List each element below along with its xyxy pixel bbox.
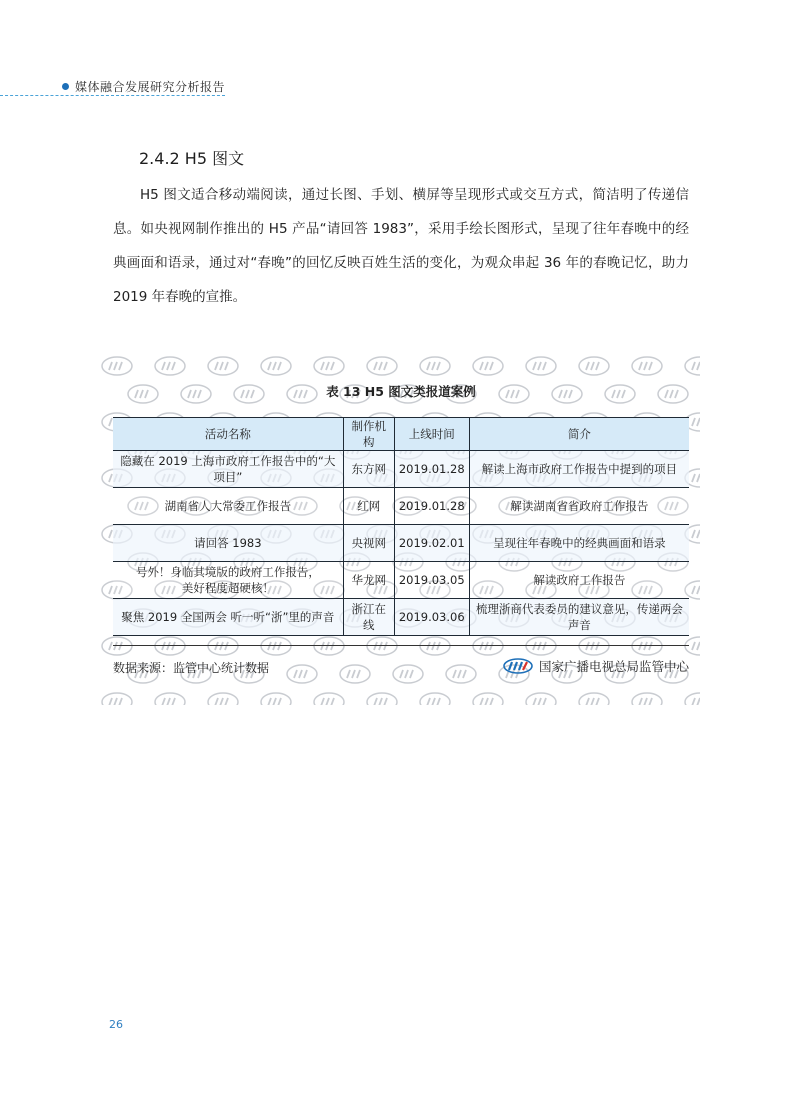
cell-date: 2019.01.28 <box>394 488 469 525</box>
table-row <box>113 488 689 525</box>
watermark-logo-icon <box>312 635 346 657</box>
organization-logo-icon <box>503 658 533 674</box>
cell-date: 2019.03.06 <box>394 599 469 636</box>
cell-activity: 聚焦 2019 全国两会 听一听“浙”里的声音 <box>113 599 343 636</box>
watermark-logo-icon <box>153 355 187 377</box>
cell-producer: 浙江在线 <box>343 599 394 636</box>
table-row <box>113 451 689 488</box>
watermark-logo-icon <box>630 355 664 377</box>
header-divider <box>0 95 225 96</box>
watermark-logo-icon <box>206 355 240 377</box>
col-header-activity: 活动名称 <box>113 418 343 451</box>
watermark-logo-icon <box>683 355 700 377</box>
watermark-logo-icon <box>524 635 558 657</box>
watermark-logo-icon <box>577 355 611 377</box>
watermark-logo-icon <box>100 355 134 377</box>
watermark-logo-icon <box>259 355 293 377</box>
organization-credit <box>503 657 689 675</box>
watermark-logo-icon <box>206 691 240 705</box>
cell-producer: 东方网 <box>343 451 394 488</box>
bullet-dot-icon <box>62 83 69 90</box>
organization-name: 国家广播电视总局监管中心 <box>538 659 689 674</box>
cell-activity: 隐藏在 2019 上海市政府工作报告中的“大项目” <box>113 451 343 488</box>
watermark-logo-icon <box>524 355 558 377</box>
watermark-logo-icon <box>338 663 372 685</box>
watermark-logo-icon <box>683 691 700 705</box>
header-title: 媒体融合发展研究分析报告 <box>75 80 226 94</box>
cell-producer: 红网 <box>343 488 394 525</box>
cases-table <box>113 417 689 636</box>
table-row <box>113 562 689 599</box>
cell-summary: 解读政府工作报告 <box>469 562 689 599</box>
watermark-logo-icon <box>100 691 134 705</box>
cell-activity: 请回答 1983 <box>113 525 343 562</box>
page-number: 26 <box>109 1018 123 1031</box>
cell-summary: 呈现往年春晚中的经典画面和语录 <box>469 525 689 562</box>
watermark-logo-icon <box>153 691 187 705</box>
watermark-logo-icon <box>630 691 664 705</box>
watermark-logo-icon <box>471 691 505 705</box>
watermark-logo-icon <box>630 635 664 657</box>
watermark-logo-icon <box>285 663 319 685</box>
watermark-logo-icon <box>418 635 452 657</box>
watermark-logo-icon <box>259 635 293 657</box>
col-header-date: 上线时间 <box>394 418 469 451</box>
watermark-logo-icon <box>391 663 425 685</box>
watermark-logo-icon <box>312 691 346 705</box>
cell-activity: 湖南省人大常委工作报告 <box>113 488 343 525</box>
watermark-logo-icon <box>100 635 134 657</box>
watermark-logo-icon <box>577 635 611 657</box>
watermark-logo-icon <box>259 691 293 705</box>
watermark-logo-icon <box>524 691 558 705</box>
cell-summary: 解读湖南省省政府工作报告 <box>469 488 689 525</box>
cell-summary: 梳理浙商代表委员的建议意见，传递两会声音 <box>469 599 689 636</box>
table-caption: 表 13 H5 图文类报道案例 <box>326 384 476 399</box>
watermark-logo-icon <box>365 635 399 657</box>
section-title: 2.4.2 H5 图文 <box>139 149 245 168</box>
cell-producer: 央视网 <box>343 525 394 562</box>
cell-activity: 号外！身临其境版的政府工作报告， 美好程度超硬核！ <box>113 562 343 599</box>
table-row <box>113 599 689 636</box>
watermark-logo-icon <box>365 691 399 705</box>
watermark-logo-icon <box>683 635 700 657</box>
data-source: 数据来源：监管中心统计数据 <box>113 661 270 675</box>
col-header-summary: 简介 <box>469 418 689 451</box>
col-header-producer: 制作机构 <box>343 418 394 451</box>
watermark-logo-icon <box>365 355 399 377</box>
cell-date: 2019.01.28 <box>394 451 469 488</box>
body-paragraph: H5 图文适合移动端阅读，通过长图、手划、横屏等呈现形式或交互方式，简洁明了传递信息。如央视网制作推出的 H5 产品“请回答 1983”，采用手绘长图形式，呈现了往年春晚中的经典画面和语录，通过对“春晚”的回忆反映百姓生活的变化，为观众串起 36 年的春晚记忆，助力 2019 年春晚的宣推。 <box>113 187 689 305</box>
cell-date: 2019.02.01 <box>394 525 469 562</box>
watermark-logo-icon <box>418 691 452 705</box>
table-row <box>113 525 689 562</box>
watermark-logo-icon <box>206 635 240 657</box>
cell-producer: 华龙网 <box>343 562 394 599</box>
running-header <box>62 78 225 95</box>
source-divider <box>113 645 689 646</box>
watermark-logo-icon <box>471 355 505 377</box>
watermark-logo-icon <box>418 355 452 377</box>
watermark-logo-icon <box>444 663 478 685</box>
watermark-logo-icon <box>471 635 505 657</box>
table-header-row <box>113 418 689 451</box>
cell-summary: 解读上海市政府工作报告中提到的项目 <box>469 451 689 488</box>
watermark-logo-icon <box>312 355 346 377</box>
watermark-logo-icon <box>577 691 611 705</box>
cell-date: 2019.03.05 <box>394 562 469 599</box>
watermark-logo-icon <box>153 635 187 657</box>
